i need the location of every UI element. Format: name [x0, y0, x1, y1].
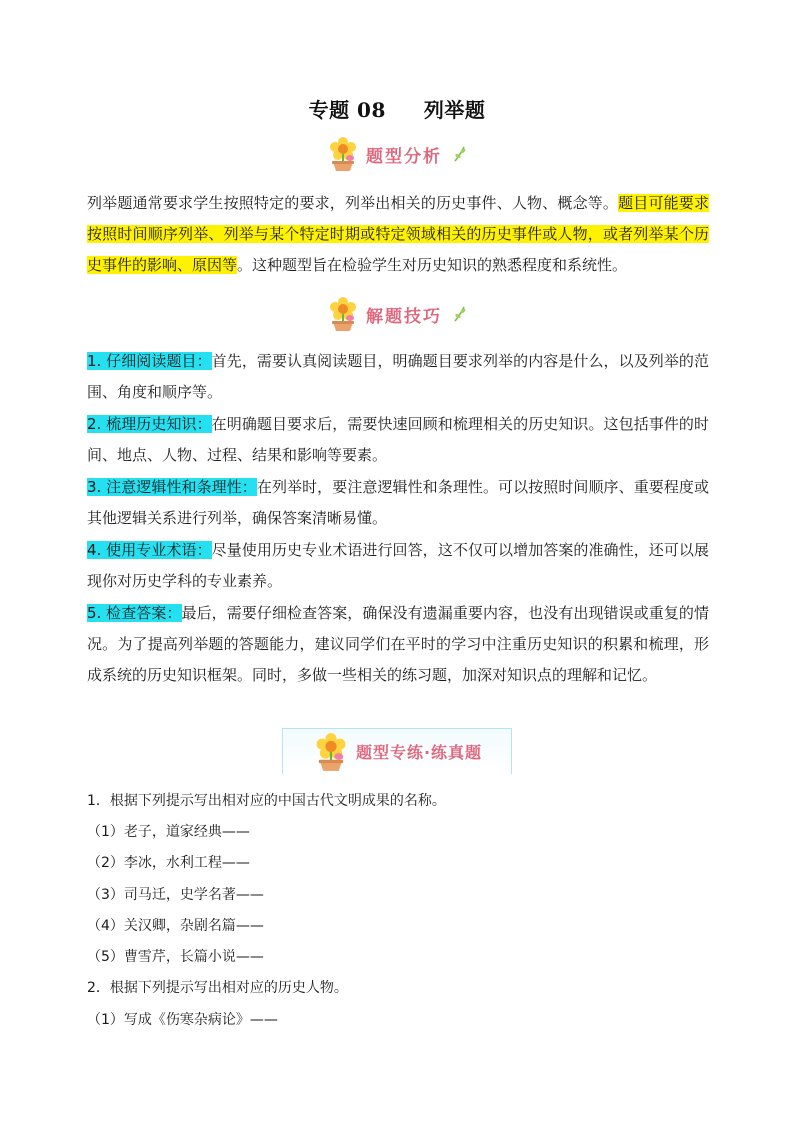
- tip-label: 1. 仔细阅读题目：: [87, 352, 212, 370]
- tip-text: 最后，需要仔细检查答案，确保没有遗漏重要内容，也没有出现错误或重复的情况。为了提高列举题的答题能力，建议同学们在平时的学习中注重历史知识的积累和梳理，形成系统的历史知识框架。同时，多做一些相关的练习题，加深对知识点的理解和记忆。: [87, 604, 709, 684]
- question-1-item-3: （3）司马迁，史学名著——: [87, 887, 264, 903]
- question-1-item-2: （2）李冰，水利工程——: [87, 855, 250, 871]
- section-title-analysis: 题型分析: [366, 146, 442, 167]
- tip-text: 在明确题目要求后，需要快速回顾和梳理相关的历史知识。这包括事件的时间、地点、人物、过程、结果和影响等要素。: [87, 415, 709, 464]
- tip-4: [87, 535, 709, 597]
- title-prefix: 专题 08: [308, 98, 386, 122]
- flower-pot-icon: [312, 732, 350, 772]
- section-analysis: [0, 136, 794, 172]
- title-name: 列举题: [423, 98, 486, 122]
- section-skills: [0, 296, 794, 332]
- question-2-item-1: （1）写成《伤寒杂病论》——: [87, 1012, 278, 1028]
- tip-label: 3. 注意逻辑性和条理性：: [87, 478, 257, 496]
- intro-text-2: 。这种题型旨在检验学生对历史知识的熟悉程度和系统性。: [237, 256, 628, 274]
- section-title-practice: 题型专练·练真题: [355, 743, 483, 762]
- question-1-item-5: （5）曹雪芹，长篇小说——: [87, 949, 264, 965]
- page-title: [0, 94, 794, 123]
- flower-pot-icon: [326, 296, 360, 332]
- section-title-skills: 解题技巧: [366, 306, 442, 327]
- flower-pot-icon: [326, 136, 360, 172]
- tip-label: 4. 使用专业术语：: [87, 541, 212, 559]
- tip-text: 在列举时，要注意逻辑性和条理性。可以按照时间顺序、重要程度或其他逻辑关系进行列举，确保答案清晰易懂。: [87, 478, 709, 527]
- question-1-stem: 1．根据下列提示写出相对应的中国古代文明成果的名称。: [87, 793, 446, 809]
- sprig-icon: [452, 145, 468, 163]
- tip-2: [87, 409, 709, 471]
- intro-highlight: 题目可能要求按照时间顺序列举、列举与某个特定时期或特定领域相关的历史事件或人物，或者列举某个历史事件的影响、原因等: [87, 194, 709, 274]
- intro-paragraph: [87, 188, 709, 281]
- tip-1: [87, 346, 709, 408]
- question-1-item-4: （4）关汉卿，杂剧名篇——: [87, 918, 264, 934]
- sprig-icon: [452, 305, 468, 323]
- section-practice: [282, 728, 512, 774]
- tip-5: [87, 598, 709, 691]
- tip-text: 尽量使用历史专业术语进行回答，这不仅可以增加答案的准确性，还可以展现你对历史学科的专业素养。: [87, 541, 709, 590]
- question-1-item-1: （1）老子，道家经典——: [87, 824, 250, 840]
- tip-text: 首先，需要认真阅读题目，明确题目要求列举的内容是什么，以及列举的范围、角度和顺序等。: [87, 352, 709, 401]
- tip-label: 2. 梳理历史知识：: [87, 415, 212, 433]
- tip-label: 5. 检查答案：: [87, 604, 182, 622]
- question-2-stem: 2．根据下列提示写出相对应的历史人物。: [87, 980, 348, 996]
- tip-3: [87, 472, 709, 534]
- intro-text-1: 列举题通常要求学生按照特定的要求，列举出相关的历史事件、人物、概念等。: [87, 194, 619, 212]
